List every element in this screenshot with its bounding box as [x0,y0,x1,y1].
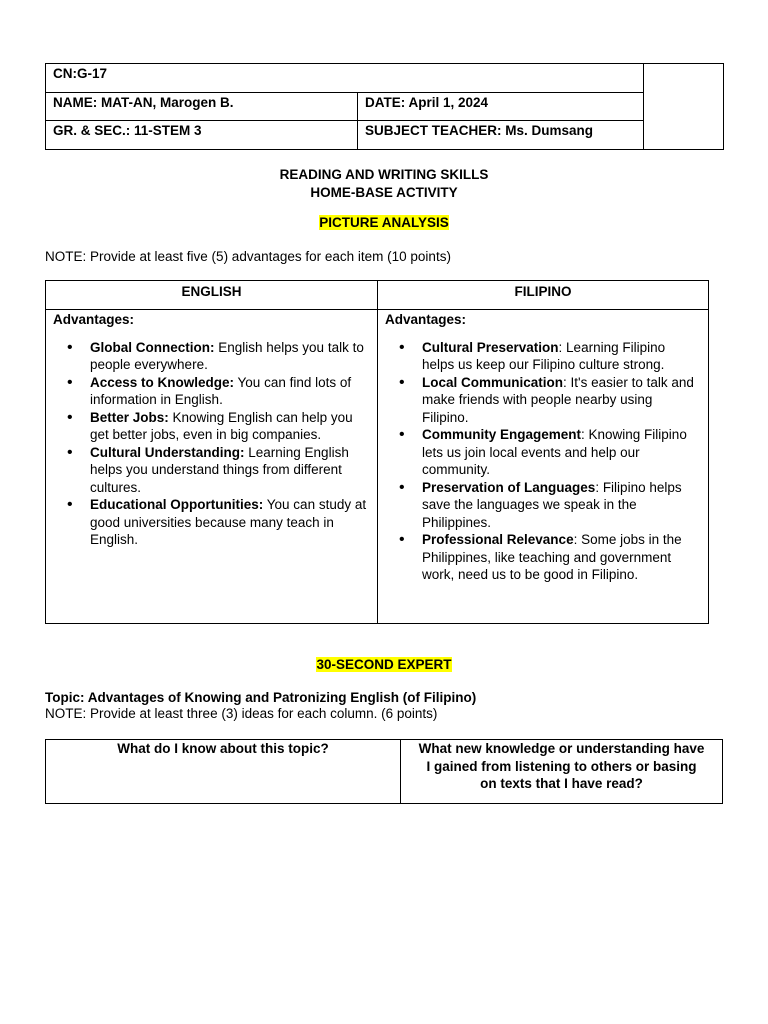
filipino-advantages-list [378,339,701,584]
advantage-text: You can find lots of information in English. [90,374,352,407]
advantage-term: Community Engagement [422,427,582,442]
advantage-term: Educational Opportunities: [90,497,264,512]
list-item [46,444,370,497]
cn-field: CN:G-17 [53,66,108,81]
english-advantages-label: Advantages: [53,312,135,327]
advantage-term: Preservation of Languages [422,479,596,495]
bullet-icon: • [399,373,405,391]
title-line-2: HOME-BASE ACTIVITY [310,184,458,200]
document-title [0,166,768,201]
list-item [378,374,701,427]
advantage-text: : Some jobs in the Philippines, like teaching and government work, need us to be good in Filipino. [422,532,682,582]
list-item [378,426,701,479]
advantage-text: Knowing English can help you get better jobs, even in big companies. [90,409,353,442]
date-field: DATE: April 1, 2024 [365,95,489,110]
advantage-text: : Knowing Filipino lets us join local events and help our community. [422,427,687,477]
advantage-term: Cultural Understanding: [90,444,245,460]
name-field: NAME: MAT-AN, Marogen B. [53,95,234,110]
advantage-term: Global Connection: [90,339,215,355]
advantage-term: Access to Knowledge: [90,374,235,390]
advantage-text: : Filipino helps save the languages we speak in the Philippines. [422,479,682,530]
list-item [378,339,701,374]
expert-table [45,739,723,804]
list-item [378,531,701,584]
advantage-term: Professional Relevance [422,532,574,547]
section2-note: NOTE: Provide at least three (3) ideas for each column. (6 points) [45,706,438,721]
bullet-icon: • [67,443,73,461]
english-advantages-list [46,339,370,549]
bullet-icon: • [67,373,73,391]
new-knowledge-header: What new knowledge or understanding have I gained from listening to others or basing on texts that I have read? [401,740,723,804]
advantage-term: Better Jobs: [90,409,169,425]
bullet-icon: • [67,408,73,426]
title-line-1: READING AND WRITING SKILLS [279,167,489,182]
blank-cell [644,64,724,150]
english-cell [46,310,378,624]
know-topic-header: What do I know about this topic? [46,740,401,804]
advantage-text: You can study at good universities because many teach in English. [90,497,367,547]
list-item [46,374,370,409]
section1-note: NOTE: Provide at least five (5) advantages for each item (10 points) [45,249,451,264]
list-item [378,479,701,532]
english-header: ENGLISH [46,281,378,310]
list-item [46,339,370,374]
picture-analysis-heading: PICTURE ANALYSIS [319,215,449,230]
advantage-term: Cultural Preservation [422,339,559,355]
list-item [46,496,370,549]
advantage-text: Learning English helps you understand things from different cultures. [90,444,349,495]
bullet-icon: • [399,338,405,356]
list-item [46,409,370,444]
advantage-text: English helps you talk to people everywhere. [90,339,364,372]
advantage-text: : Learning Filipino helps us keep our Filipino culture strong. [422,339,666,372]
grade-section-field: GR. & SEC.: 11-STEM 3 [53,123,202,138]
bullet-icon: • [67,338,73,356]
bullet-icon: • [399,531,405,548]
header-table [45,63,724,150]
thirty-second-expert-heading: 30-SECOND EXPERT [316,657,452,672]
bullet-icon: • [399,426,405,443]
advantage-term: Local Communication [422,374,564,390]
advantages-table [45,280,709,624]
advantage-text: : It's easier to talk and make friends with people nearby using Filipino. [422,374,694,425]
bullet-icon: • [67,496,73,513]
filipino-header: FILIPINO [378,281,709,310]
topic-line: Topic: Advantages of Knowing and Patronizing English (of Filipino) [45,690,477,705]
filipino-cell [378,310,709,624]
bullet-icon: • [399,478,405,496]
filipino-advantages-label: Advantages: [385,312,467,327]
teacher-field: SUBJECT TEACHER: Ms. Dumsang [365,123,594,138]
